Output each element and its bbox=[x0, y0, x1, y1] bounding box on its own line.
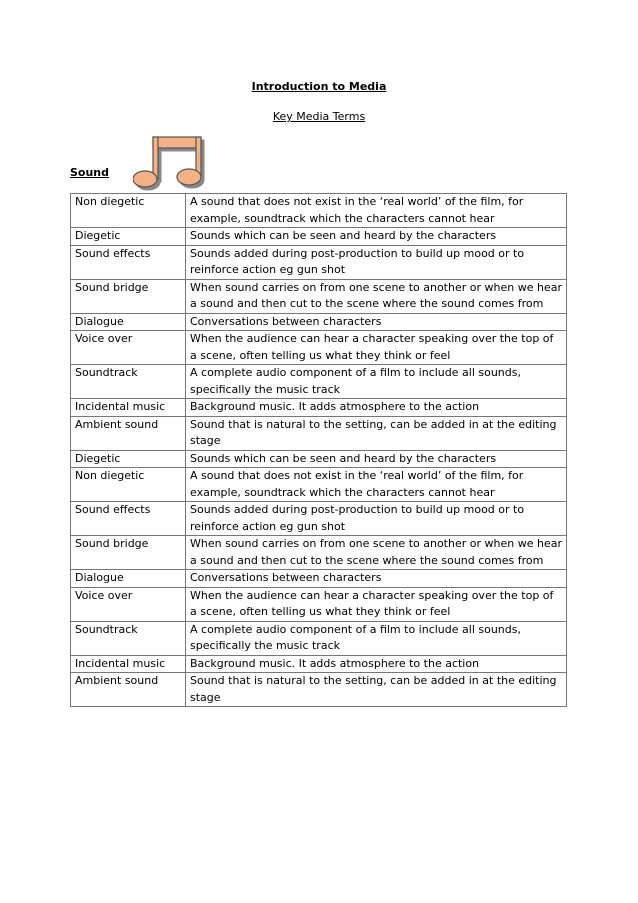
term-cell: Dialogue bbox=[71, 313, 186, 331]
table-row bbox=[71, 655, 567, 673]
term-cell: Soundtrack bbox=[71, 621, 186, 655]
table-row bbox=[71, 673, 567, 707]
table-row bbox=[71, 468, 567, 502]
term-cell: Non diegetic bbox=[71, 194, 186, 228]
definition-cell: A complete audio component of a film to include all sounds, specifically the music track bbox=[186, 365, 567, 399]
term-cell: Non diegetic bbox=[71, 468, 186, 502]
table-row bbox=[71, 536, 567, 570]
page-subtitle: Key Media Terms bbox=[272, 110, 366, 123]
term-cell: Incidental music bbox=[71, 399, 186, 417]
definition-cell: Sounds added during post-production to build up mood or to reinforce action eg gun shot bbox=[186, 502, 567, 536]
table-row bbox=[71, 331, 567, 365]
term-cell: Incidental music bbox=[71, 655, 186, 673]
term-cell: Sound bridge bbox=[71, 536, 186, 570]
definition-cell: Background music. It adds atmosphere to the action bbox=[186, 655, 567, 673]
definition-cell: Sound that is natural to the setting, can be added in at the editing stage bbox=[186, 416, 567, 450]
section-heading-sound: Sound bbox=[70, 166, 110, 179]
definition-cell: Sound that is natural to the setting, can be added in at the editing stage bbox=[186, 673, 567, 707]
table-row bbox=[71, 450, 567, 468]
term-cell: Soundtrack bbox=[71, 365, 186, 399]
term-cell: Sound effects bbox=[71, 245, 186, 279]
table-row bbox=[71, 365, 567, 399]
table-row bbox=[71, 621, 567, 655]
term-cell: Ambient sound bbox=[71, 416, 186, 450]
table-row bbox=[71, 245, 567, 279]
table-row bbox=[71, 228, 567, 246]
definition-cell: When the audience can hear a character speaking over the top of a scene, often telling us what they think or feel bbox=[186, 331, 567, 365]
page-title: Introduction to Media bbox=[251, 80, 387, 93]
definition-cell: A complete audio component of a film to include all sounds, specifically the music track bbox=[186, 621, 567, 655]
definition-cell: A sound that does not exist in the ‘real world’ of the film, for example, soundtrack which the characters cannot hear bbox=[186, 468, 567, 502]
term-cell: Voice over bbox=[71, 587, 186, 621]
table-row bbox=[71, 502, 567, 536]
definition-cell: Sounds which can be seen and heard by the characters bbox=[186, 450, 567, 468]
table-row bbox=[71, 194, 567, 228]
definition-cell: Conversations between characters bbox=[186, 570, 567, 588]
term-cell: Sound bridge bbox=[71, 279, 186, 313]
term-cell: Ambient sound bbox=[71, 673, 186, 707]
table-row bbox=[71, 587, 567, 621]
term-cell: Diegetic bbox=[71, 450, 186, 468]
terms-table bbox=[70, 193, 567, 707]
table-row bbox=[71, 279, 567, 313]
term-cell: Dialogue bbox=[71, 570, 186, 588]
term-cell: Diegetic bbox=[71, 228, 186, 246]
definition-cell: When sound carries on from one scene to another or when we hear a sound and then cut to the scene where the sound comes from bbox=[186, 279, 567, 313]
definition-cell: When sound carries on from one scene to another or when we hear a sound and then cut to the scene where the sound comes from bbox=[186, 536, 567, 570]
definition-cell: When the audience can hear a character speaking over the top of a scene, often telling us what they think or feel bbox=[186, 587, 567, 621]
definition-cell: Conversations between characters bbox=[186, 313, 567, 331]
music-note-icon bbox=[133, 133, 205, 191]
table-row bbox=[71, 570, 567, 588]
definition-cell: Sounds which can be seen and heard by the characters bbox=[186, 228, 567, 246]
table-row bbox=[71, 313, 567, 331]
definition-cell: Background music. It adds atmosphere to the action bbox=[186, 399, 567, 417]
table-row bbox=[71, 399, 567, 417]
table-row bbox=[71, 416, 567, 450]
term-cell: Sound effects bbox=[71, 502, 186, 536]
definition-cell: A sound that does not exist in the ‘real world’ of the film, for example, soundtrack which the characters cannot hear bbox=[186, 194, 567, 228]
definition-cell: Sounds added during post-production to build up mood or to reinforce action eg gun shot bbox=[186, 245, 567, 279]
term-cell: Voice over bbox=[71, 331, 186, 365]
